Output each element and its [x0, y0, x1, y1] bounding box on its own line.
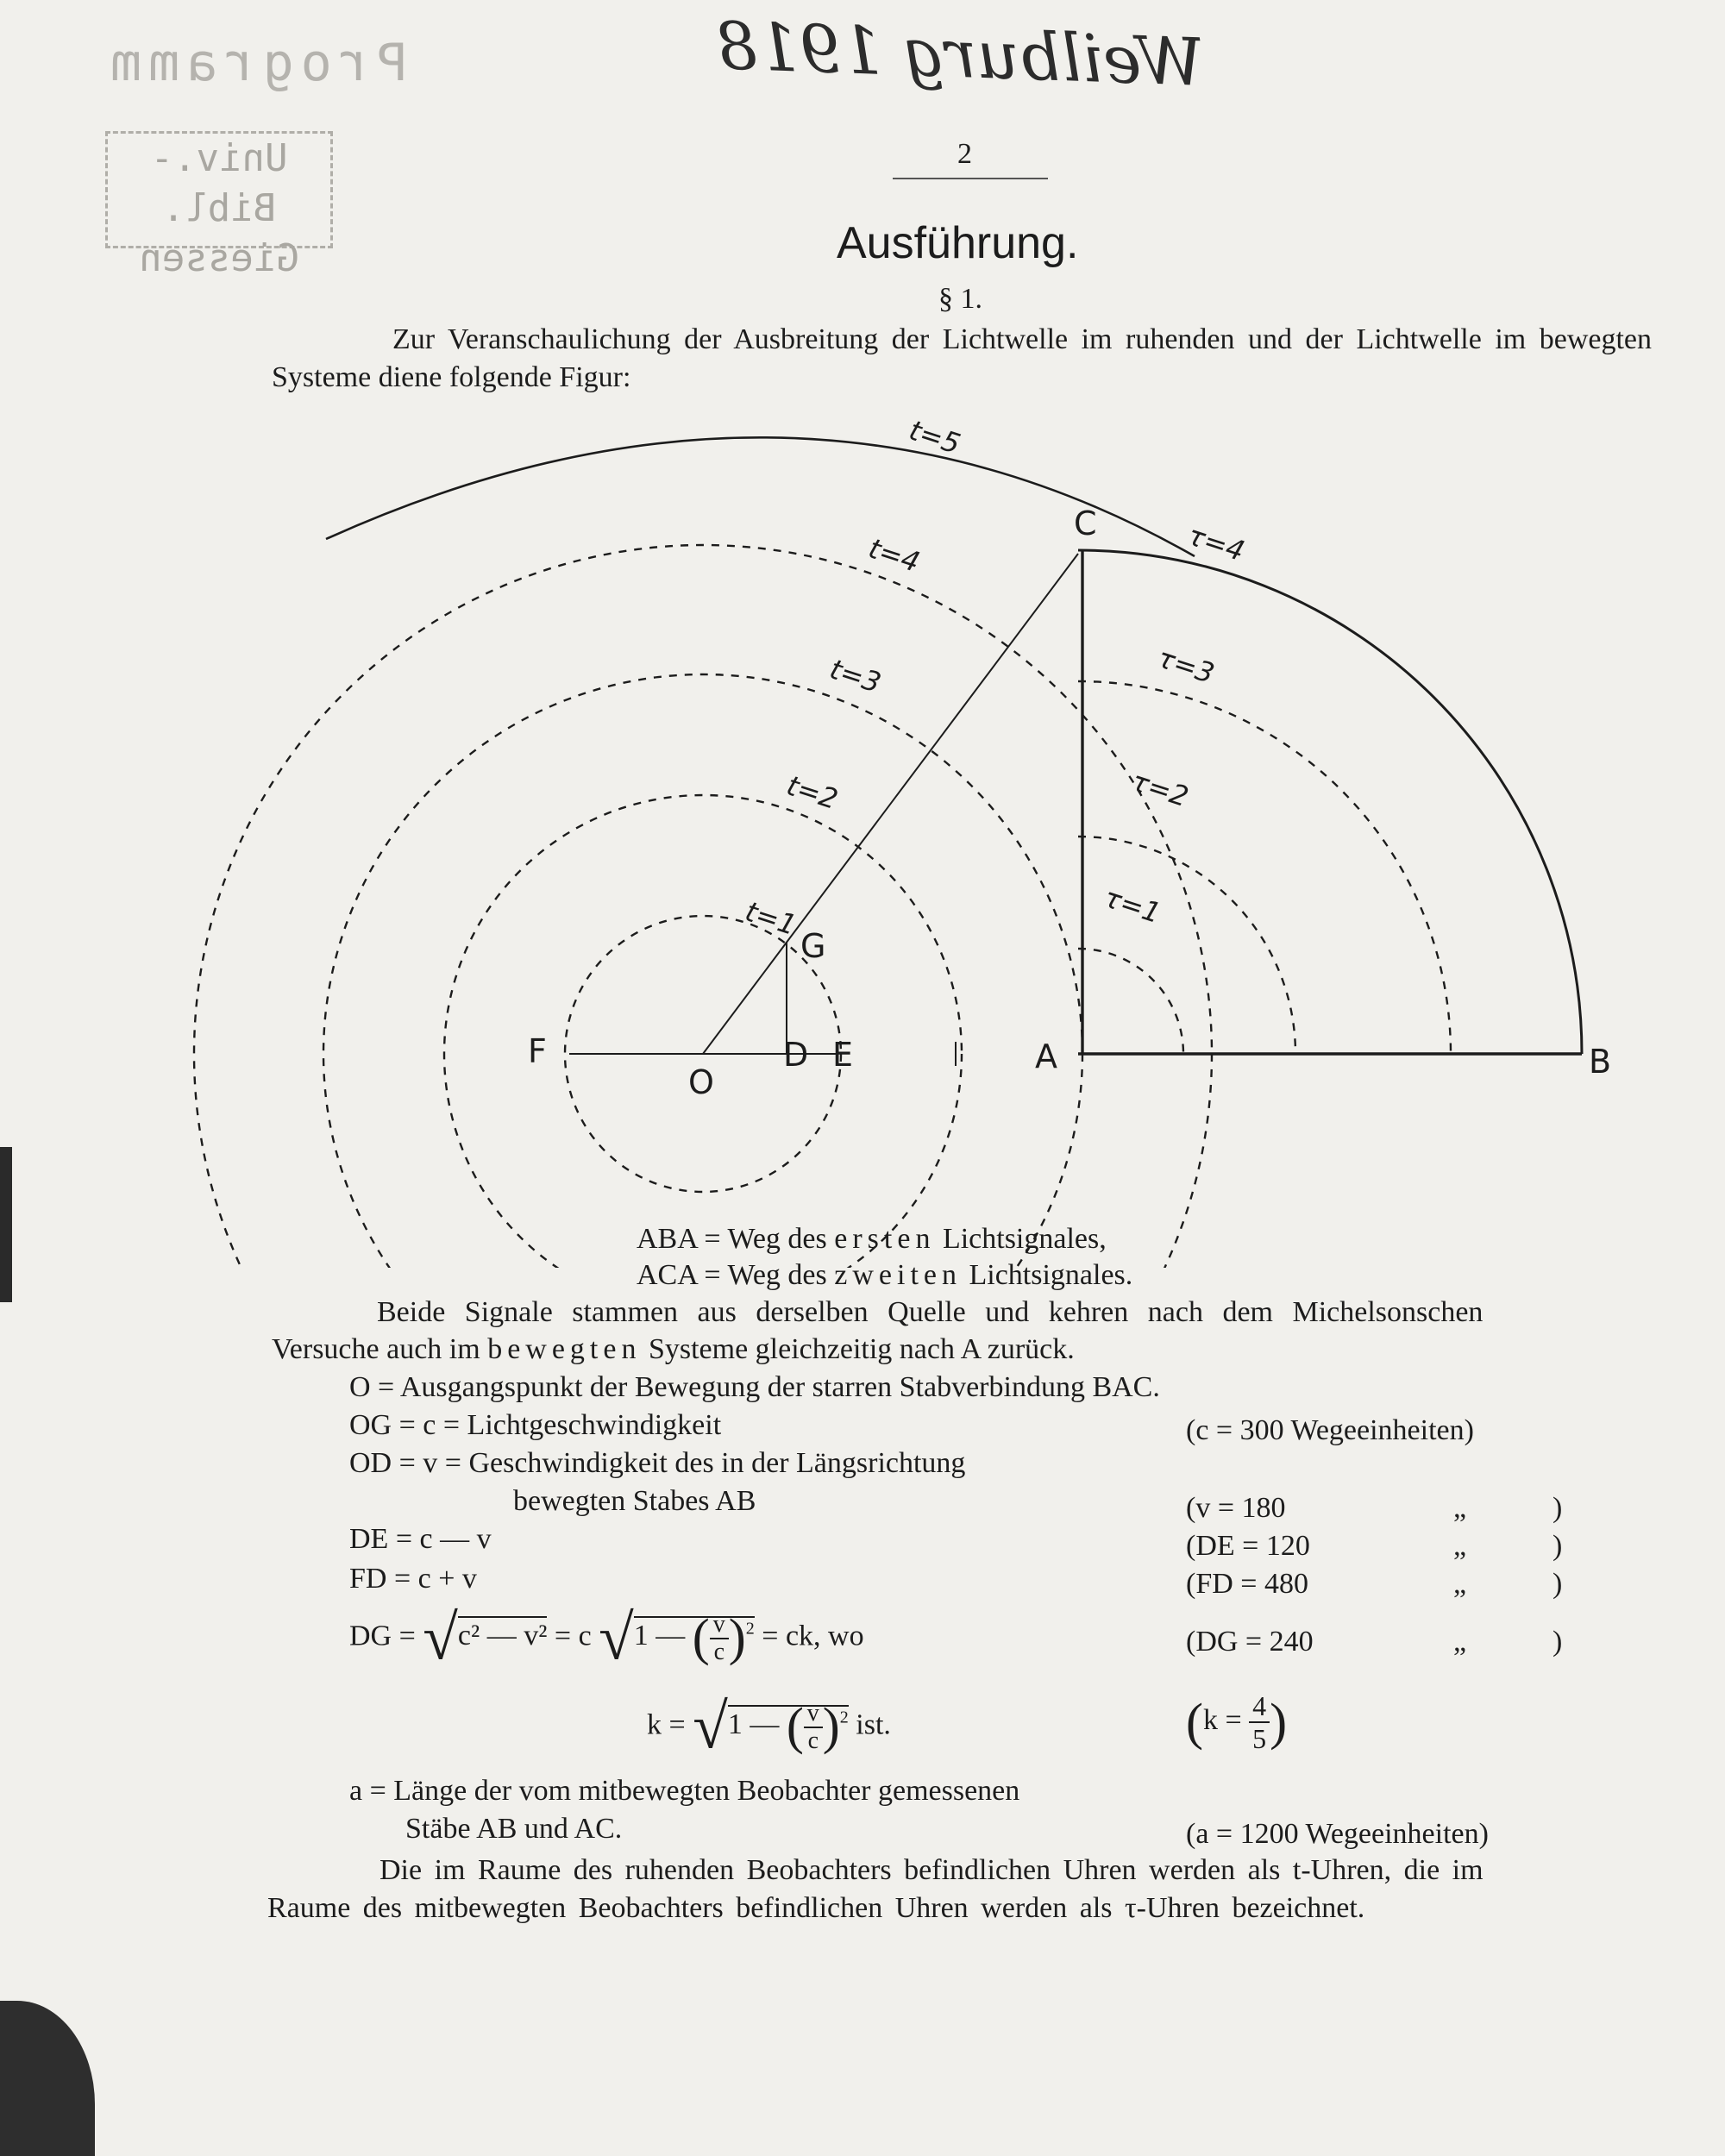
label-B: B: [1589, 1043, 1612, 1081]
dg-ditto: „: [1453, 1626, 1467, 1658]
line-OC: [703, 554, 1078, 1054]
sqrt-sign: √: [423, 1602, 458, 1674]
tau2-arc: [1078, 837, 1295, 1054]
od-ditto: „: [1453, 1492, 1467, 1524]
og-definition: OG = c = Lichtgeschwindigkeit: [349, 1409, 722, 1441]
light-wave-figure: [0, 405, 1725, 1268]
dg-close: ): [1552, 1626, 1563, 1658]
dg-value: (DG = 240: [1186, 1626, 1314, 1658]
programm-stamp: Programm: [104, 33, 408, 93]
beide-line-1: Beide Signale stammen aus derselben Quelle und kehren nach dem Michelsonschen: [377, 1296, 1484, 1328]
label-t4: t=4: [864, 531, 925, 580]
k-value: (k = $\frac{4}{5}$ ): [1186, 1690, 1288, 1754]
beide-line-2: Versuche auch im bewegten Systeme gleichzeitig nach A zurück.: [272, 1333, 1075, 1365]
aba-definition: ABA = Weg des ersten Lichtsignales,: [637, 1223, 1107, 1255]
og-value: (c = 300 Wegeeinheiten): [1186, 1414, 1474, 1446]
label-tau4: τ=4: [1183, 518, 1249, 568]
sqrt-sign-2: √: [599, 1602, 634, 1674]
page-number-rule: [893, 178, 1048, 179]
o-definition: O = Ausgangspunkt der Bewegung der starren Stabverbindung BAC.: [349, 1371, 1160, 1403]
clocks-line-2: Raume des mitbewegten Beobachters befindlichen Uhren werden als τ-Uhren bezeichnet.: [267, 1892, 1365, 1924]
a-value: (a = 1200 Wegeeinheiten): [1186, 1818, 1489, 1850]
label-t5: t=5: [905, 413, 965, 461]
label-A: A: [1035, 1037, 1057, 1075]
page-title: Ausführung.: [837, 218, 1079, 268]
section-number: § 1.: [938, 283, 982, 315]
a-definition-2: Stäbe AB und AC.: [405, 1813, 623, 1845]
t4-circle: [194, 545, 1212, 1268]
fd-value: (FD = 480: [1186, 1568, 1308, 1600]
od-definition: OD = v = Geschwindigkeit des in der Längsrichtung: [349, 1447, 966, 1479]
torn-edge: [0, 1147, 12, 1302]
label-t2: t=2: [782, 768, 843, 817]
label-tau3: τ=3: [1153, 641, 1219, 691]
intro-paragraph: Zur Veranschaulichung der Ausbreitung der Lichtwelle im ruhenden und der Lichtwelle im bewegten Systeme diene folgende Figur:: [272, 323, 1652, 393]
od-definition-2: bewegten Stabes AB: [513, 1485, 756, 1517]
page-number: 2: [957, 138, 972, 170]
torn-corner: [0, 2001, 95, 2156]
label-tau1: τ=1: [1100, 881, 1165, 931]
label-t1: t=1: [741, 894, 801, 943]
label-F: F: [528, 1032, 547, 1070]
label-D: D: [783, 1036, 809, 1074]
label-C: C: [1074, 505, 1097, 542]
a-definition: a = Länge der vom mitbewegten Beobachter gemessenen: [349, 1775, 1020, 1807]
de-definition: DE = c — v: [349, 1523, 492, 1555]
library-stamp: Univ.-Bibl. Giessen: [105, 131, 333, 248]
t5-arc: [326, 437, 1195, 556]
od-value: (v = 180: [1186, 1492, 1286, 1524]
de-ditto: „: [1453, 1530, 1467, 1562]
k-formula: k = √1 — ( $\frac{v}{c}$ )$^2$ ist.: [647, 1691, 891, 1763]
label-tau2: τ=2: [1127, 764, 1193, 814]
handwritten-signature: Weilburg 1918: [714, 7, 1206, 101]
fd-ditto: „: [1453, 1568, 1467, 1600]
label-G: G: [800, 927, 826, 965]
sqrt-sign-3: √: [693, 1691, 728, 1763]
fd-close: ): [1552, 1568, 1563, 1600]
aca-definition: ACA = Weg des zweiten Lichtsignales.: [637, 1259, 1133, 1291]
clocks-line-1: Die im Raume des ruhenden Beobachters befindlichen Uhren werden als t-Uhren, die im: [380, 1854, 1484, 1886]
label-E: E: [832, 1036, 854, 1074]
fd-definition: FD = c + v: [349, 1563, 477, 1595]
od-close: ): [1552, 1492, 1563, 1524]
tau3-arc: [1078, 681, 1451, 1054]
label-t3: t=3: [825, 652, 886, 700]
label-O: O: [688, 1063, 714, 1101]
t3-circle: [323, 674, 1082, 1268]
tau1-arc: [1078, 949, 1183, 1054]
t2-circle: [444, 795, 962, 1268]
dg-formula: DG = √c² — v² = c √1 — ( $\frac{v}{c}$ )$^2$ = ck, wo: [349, 1602, 864, 1674]
de-value: (DE = 120: [1186, 1530, 1310, 1562]
de-close: ): [1552, 1530, 1563, 1562]
